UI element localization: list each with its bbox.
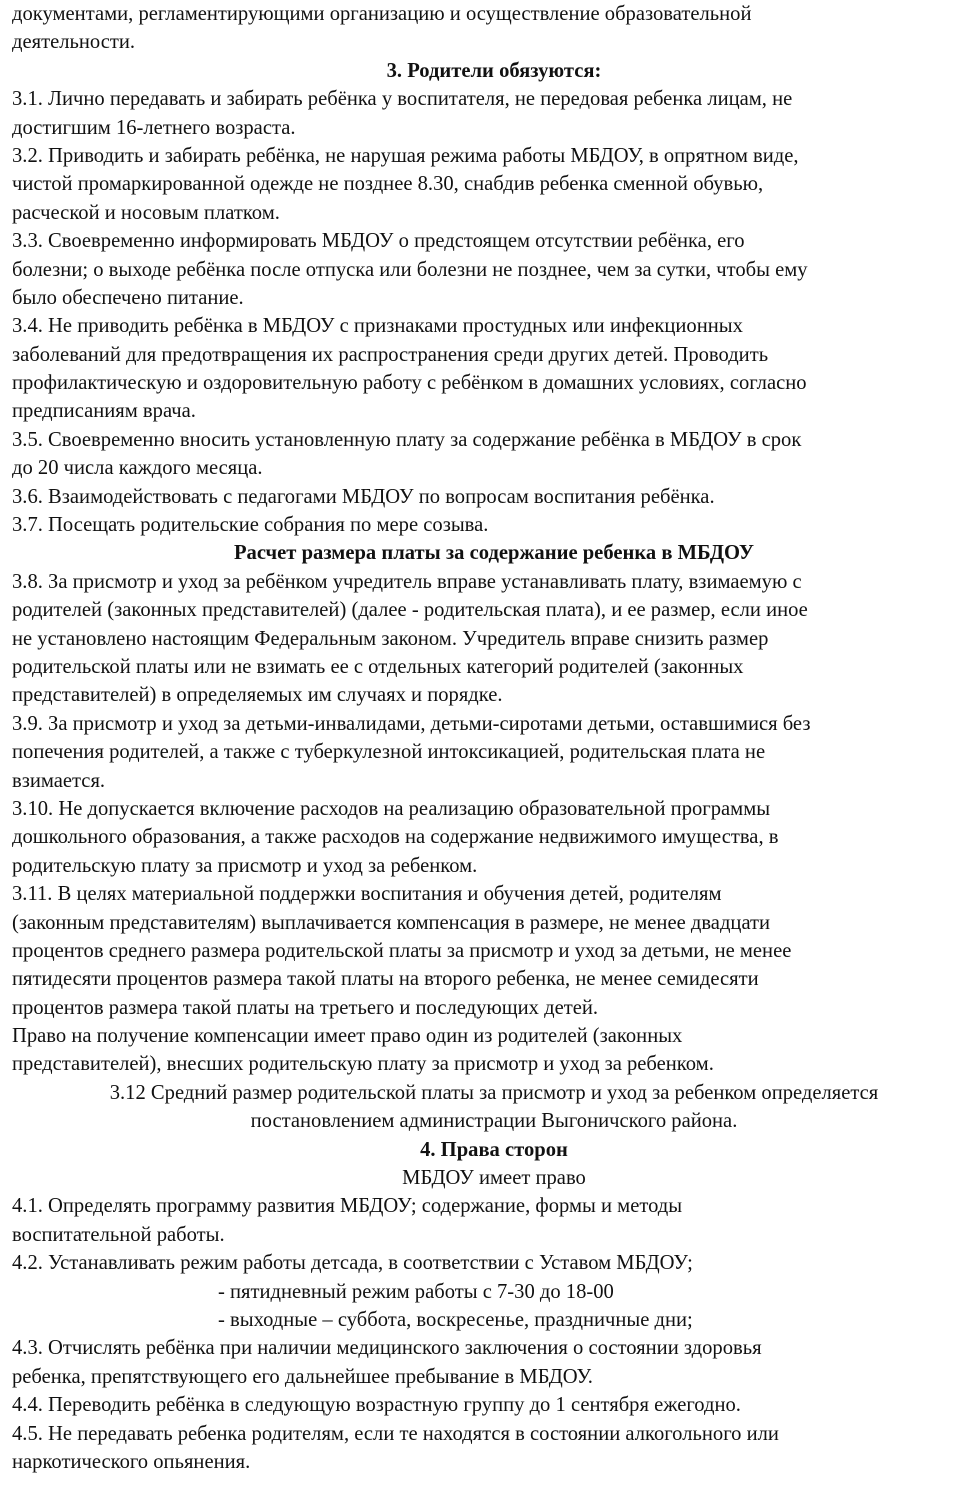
text-line: взимается. — [12, 769, 106, 792]
text-line: не установлено настоящим Федеральным законом. Учредитель вправе снизить размер — [12, 627, 769, 650]
payment-item-3-8 — [12, 568, 976, 710]
section-3-item-3-2 — [12, 142, 976, 227]
text-line: 3.6. Взаимодействовать с педагогами МБДОУ по вопросам воспитания ребёнка. — [12, 485, 715, 508]
text-line: документами, регламентирующими организацию и осуществление образовательной — [12, 3, 752, 25]
text-line: 3.4. Не приводить ребёнка в МБДОУ с признаками простудных или инфекционных — [12, 315, 743, 338]
text-line: профилактическую и оздоровительную работу с ребёнком в домашних условиях, согласно — [12, 372, 807, 395]
section-3-item-3-6 — [12, 483, 976, 511]
section-4-item-4-3 — [12, 1334, 976, 1391]
text-line: деятельности. — [12, 31, 136, 54]
text-line: 3.2. Приводить и забирать ребёнка, не нарушая режима работы МБДОУ, в опрятном виде, — [12, 144, 799, 167]
text-line: 3.1. Лично передавать и забирать ребёнка у воспитателя, не передовая ребенка лицам, не — [12, 88, 793, 111]
text-line: заболеваний для предотвращения их распространения среди других детей. Проводить — [12, 343, 769, 366]
section-4-subheading: МБДОУ имеет право — [402, 1167, 586, 1190]
text-line: было обеспечено питание. — [12, 286, 244, 309]
section-3-item-3-3 — [12, 227, 976, 312]
text-line: 4.1. Определять программу развития МБДОУ; содержание, формы и методы — [12, 1195, 683, 1218]
text-line: (законным представителям) выплачивается компенсация в размере, не менее двадцати — [12, 911, 771, 934]
payment-heading: Расчет размера платы за содержание ребенка в МБДОУ — [233, 542, 755, 565]
payment-item-3-11 — [12, 880, 976, 1022]
section-3-heading: 3. Родители обязуются: — [386, 59, 602, 82]
text-line: процентов размера такой платы на третьего и последующих детей. — [12, 996, 599, 1019]
text-line: процентов среднего размера родительской платы за присмотр и уход за детьми, не менее — [12, 939, 792, 962]
text-line: наркотического опьянения. — [12, 1450, 251, 1473]
text-line: родительскую плату за присмотр и уход за ребенком. — [12, 854, 478, 877]
section-4-item-4-4 — [12, 1391, 976, 1419]
text-line: постановлением администрации Выгоничского района. — [250, 1110, 738, 1133]
text-line: болезни; о выходе ребёнка после отпуска или болезни не позднее, чем за сутки, чтобы ему — [12, 258, 808, 281]
section-4-item-4-2 — [12, 1249, 976, 1277]
text-line: 3.5. Своевременно вносить установленную плату за содержание ребёнка в МБДОУ в срок — [12, 428, 802, 451]
text-line: 3.11. В целях материальной поддержки воспитания и обучения детей, родителям — [12, 883, 722, 906]
text-line: Право на получение компенсации имеет право один из родителей (законных — [12, 1025, 683, 1048]
text-line: родителей (законных представителей) (далее - родительская плата), и ее размер, если иное — [12, 599, 808, 622]
section-3-item-3-1 — [12, 85, 976, 142]
text-line: 4.4. Переводить ребёнка в следующую возрастную группу до 1 сентября ежегодно. — [12, 1394, 741, 1417]
section-4-item-4-5 — [12, 1420, 976, 1477]
text-line: 4.5. Не передавать ребенка родителям, если те находятся в состоянии алкогольного или — [12, 1422, 779, 1445]
text-line: до 20 числа каждого месяца. — [12, 457, 263, 480]
section-4-item-4-1 — [12, 1192, 976, 1249]
text-line: 4.3. Отчислять ребёнка при наличии медицинского заключения о состоянии здоровья — [12, 1337, 762, 1360]
text-line: пятидесяти процентов размера такой платы на второго ребенка, не менее семидесяти — [12, 968, 759, 991]
text-line: расческой и носовым платком. — [12, 201, 280, 224]
section-4-heading: 4. Права сторон — [420, 1138, 568, 1161]
text-line: чистой промаркированной одежде не позднее 8.30, снабдив ребенка сменной обувью, — [12, 173, 764, 196]
payment-item-3-9 — [12, 710, 976, 795]
schedule-list-item: - выходные – суббота, воскресенье, праздничные дни; — [218, 1308, 693, 1331]
text-line: 3.10. Не допускается включение расходов на реализацию образовательной программы — [12, 797, 771, 820]
text-line: попечения родителей, а также с туберкулезной интоксикацией, родительская плата не — [12, 741, 766, 764]
payment-compensation-right — [12, 1022, 976, 1079]
text-line: достигшим 16-летнего возраста. — [12, 116, 296, 139]
text-line: 3.12 Средний размер родительской платы за присмотр и уход за ребенком определяется — [109, 1081, 879, 1104]
text-line: родительской платы или не взимать ее с отдельных категорий родителей (законных — [12, 655, 744, 678]
section-3-item-3-7 — [12, 511, 976, 539]
payment-item-3-10 — [12, 795, 976, 880]
text-line: 3.8. За присмотр и уход за ребёнком учредитель вправе устанавливать плату, взимаемую с — [12, 570, 802, 593]
section-3-item-3-5 — [12, 426, 976, 483]
text-line: представителей), внесших родительскую плату за присмотр и уход за ребенком. — [12, 1053, 714, 1076]
text-line: 4.2. Устанавливать режим работы детсада, в соответствии с Уставом МБДОУ; — [12, 1252, 693, 1275]
text-line: представителей) в определяемых им случаях и порядке. — [12, 684, 503, 707]
text-line: 3.3. Своевременно информировать МБДОУ о предстоящем отсутствии ребёнка, его — [12, 230, 745, 253]
text-line: 3.9. За присмотр и уход за детьми-инвалидами, детьми-сиротами детьми, оставшимися без — [12, 712, 811, 735]
text-line: воспитательной работы. — [12, 1223, 225, 1246]
schedule-list — [12, 1278, 976, 1335]
payment-item-3-12 — [12, 1079, 976, 1136]
schedule-list-item: - пятидневный режим работы с 7-30 до 18-00 — [218, 1280, 614, 1303]
text-line: 3.7. Посещать родительские собрания по мере созыва. — [12, 514, 489, 537]
section-3-item-3-4 — [12, 312, 976, 426]
intro-paragraph — [12, 0, 976, 57]
text-line: ребенка, препятствующего его дальнейшее пребывание в МБДОУ. — [12, 1365, 593, 1388]
text-line: предписаниям врача. — [12, 400, 196, 423]
text-line: дошкольного образования, а также расходов на содержание недвижимого имущества, в — [12, 826, 779, 849]
